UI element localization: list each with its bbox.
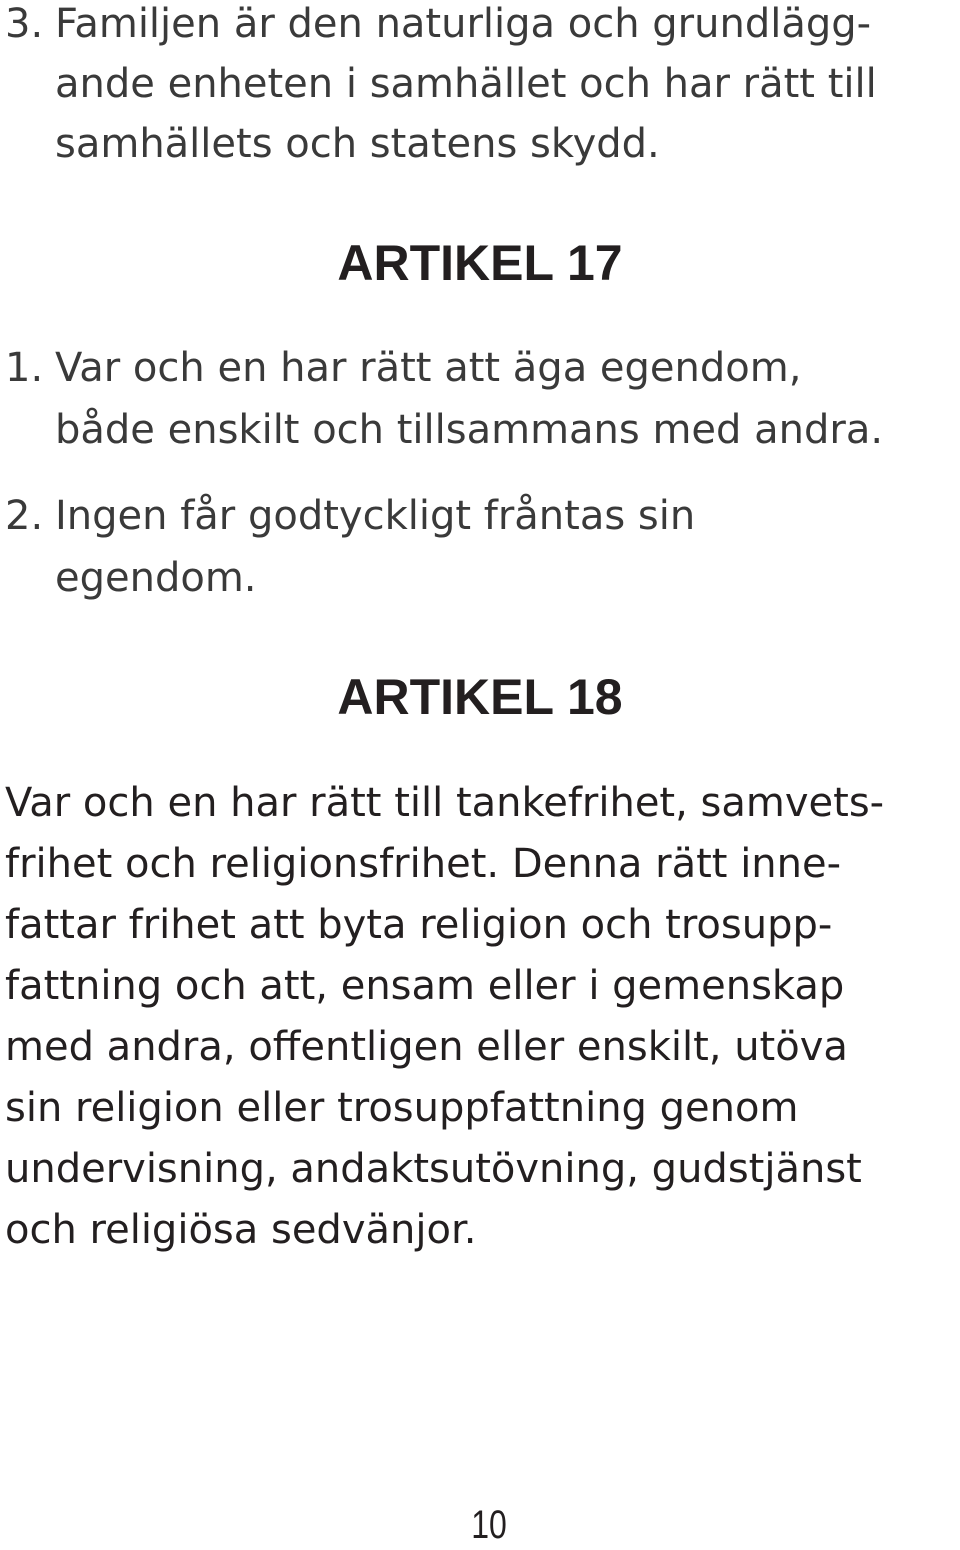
paragraph-line: och religiösa sedvänjor.: [5, 1207, 477, 1253]
paragraph-line: fattning och att, ensam eller i gemenskap: [5, 963, 845, 1009]
list-item-number: 3.: [5, 1, 44, 47]
page-number: 10: [471, 1503, 507, 1547]
list-item-line: ande enheten i samhället och har rätt till: [55, 61, 877, 107]
list-item-number: 1.: [5, 345, 44, 391]
list-item-line: 2. Ingen får godtyckligt fråntas sin: [5, 493, 696, 539]
list-item-line: samhällets och statens skydd.: [55, 121, 660, 167]
paragraph-line: med andra, offentligen eller enskilt, utöva: [5, 1024, 848, 1070]
paragraph-line: sin religion eller trosuppfattning genom: [5, 1085, 799, 1131]
list-item-line: egendom.: [55, 555, 257, 601]
paragraph-line: fattar frihet att byta religion och trosupp-: [5, 902, 833, 948]
list-item-line: 1. Var och en har rätt att äga egendom,: [5, 345, 802, 391]
list-item-line: både enskilt och tillsammans med andra.: [55, 407, 884, 453]
article-17-heading: ARTIKEL 17: [337, 235, 623, 291]
paragraph-line: frihet och religionsfrihet. Denna rätt inne-: [5, 841, 842, 887]
article-18-heading: ARTIKEL 18: [337, 669, 623, 725]
paragraph-line: undervisning, andaktsutövning, gudstjänst: [5, 1146, 862, 1192]
list-item-line: 3. Familjen är den naturliga och grundlägg-: [5, 1, 872, 47]
list-item-number: 2.: [5, 493, 44, 539]
paragraph-line: Var och en har rätt till tankefrihet, samvets-: [5, 780, 885, 826]
